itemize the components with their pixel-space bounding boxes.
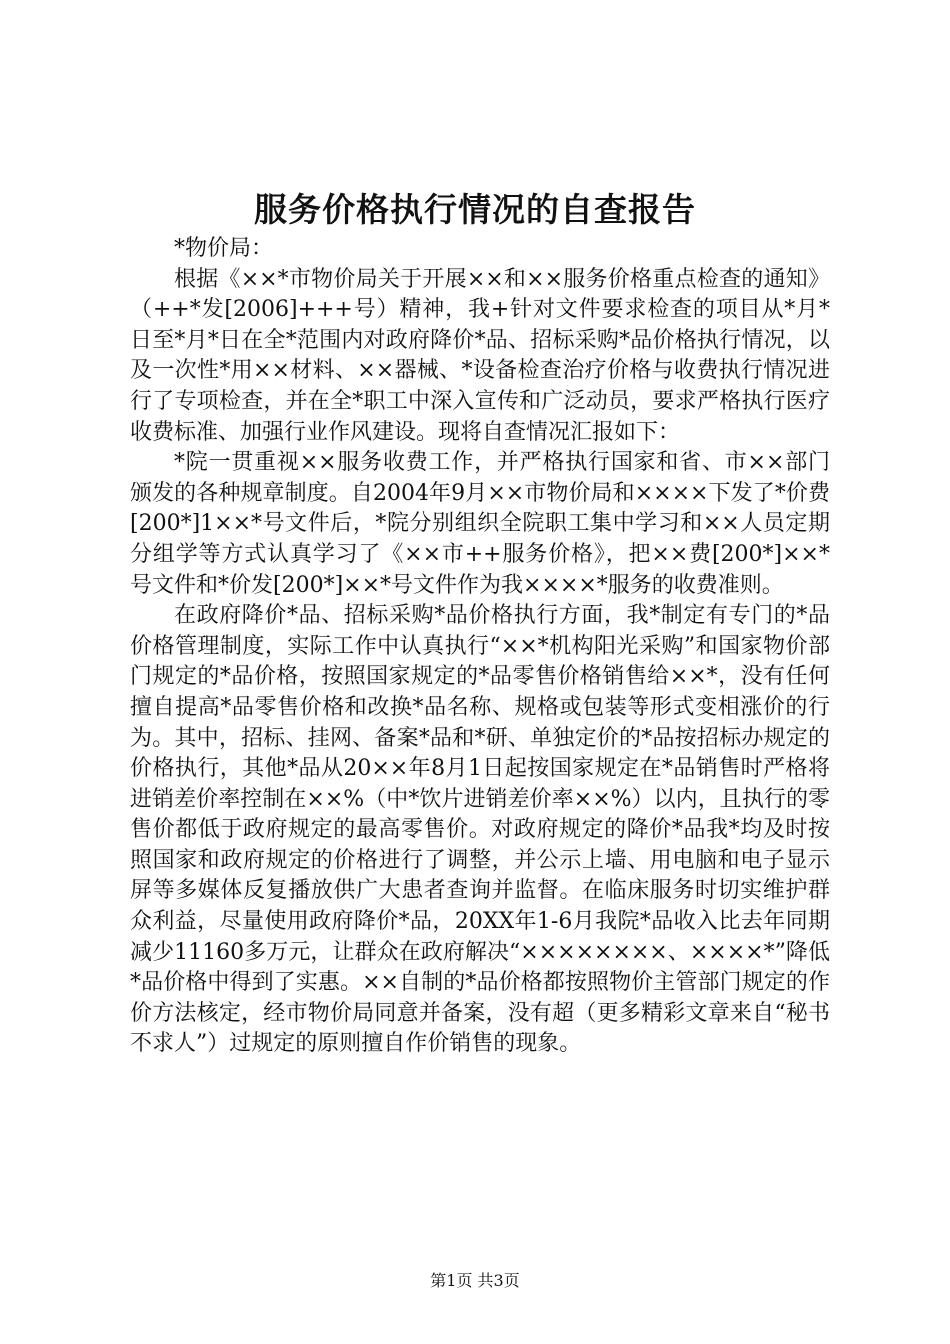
paragraph-2: *院一贯重视××服务收费工作，并严格执行国家和省、市××部门颁发的各种规章制度。自2004年9月××市物价局和××××下发了*价费[200*]1××*号文件后，*院分别组织全院职工集中学习和××人员定期分组学等方式认真学习了《××市++服务价格》，把××费[200*]××*号文件和*价发[200*]××*号文件作为我××××*服务的收费准则。: [130, 450, 830, 598]
document-title: 服务价格执行情况的自查报告: [254, 190, 696, 229]
page-number-footer: 第1页 共3页: [430, 1271, 520, 1290]
document-body: [130, 234, 830, 1060]
salutation: *物价局：: [174, 236, 274, 261]
paragraph-3: 在政府降价*品、招标采购*品价格执行方面，我*制定有专门的*品价格管理制度，实际工作中认真执行“××*机构阳光采购”和国家物价部门规定的*品价格，按照国家规定的*品零售价格销售给××*，没有任何擅自提高*品零售价格和改换*品名称、规格或包装等形式变相涨价的行为。其中，招标、挂网、备案*品和*研、单独定价的*品按招标办规定的价格执行，其他*品从20××年8月1日起按国家规定在*品销售时严格将进销差价率控制在××%（中*饮片进销差价率××%）以内，且执行的零售价都低于政府规定的最高零售价。对政府规定的降价*品我*均及时按照国家和政府规定的价格进行了调整，并公示上墙、用电脑和电子显示屏等多媒体反复播放供广大患者查询并监督。在临床服务时切实维护群众利益，尽量使用政府降价*品，20XX年1-6月我院*品收入比去年同期减少11160多万元，让群众在政府解决“××××××××、××××*”降低*品价格中得到了实惠。××自制的*品价格都按照物价主管部门规定的作价方法核定，经市物价局同意并备案，没有超（更多精彩文章来自“秘书不求人”）过规定的原则擅自作价销售的现象。: [130, 603, 830, 1057]
paragraph-1: 根据《××*市物价局关于开展××和××服务价格重点检查的通知》（++*发[2006]+++号）精神，我+针对文件要求检查的项目从*月*日至*月*日在全*范围内对政府降价*品、招标采购*品价格执行情况，以及一次性*用××材料、××器械、*设备检查治疗价格与收费执行情况进行了专项检查，并在全*职工中深入宣传和广泛动员，要求严格执行医疗收费标准、加强行业作风建设。现将自查情况汇报如下：: [130, 266, 830, 445]
